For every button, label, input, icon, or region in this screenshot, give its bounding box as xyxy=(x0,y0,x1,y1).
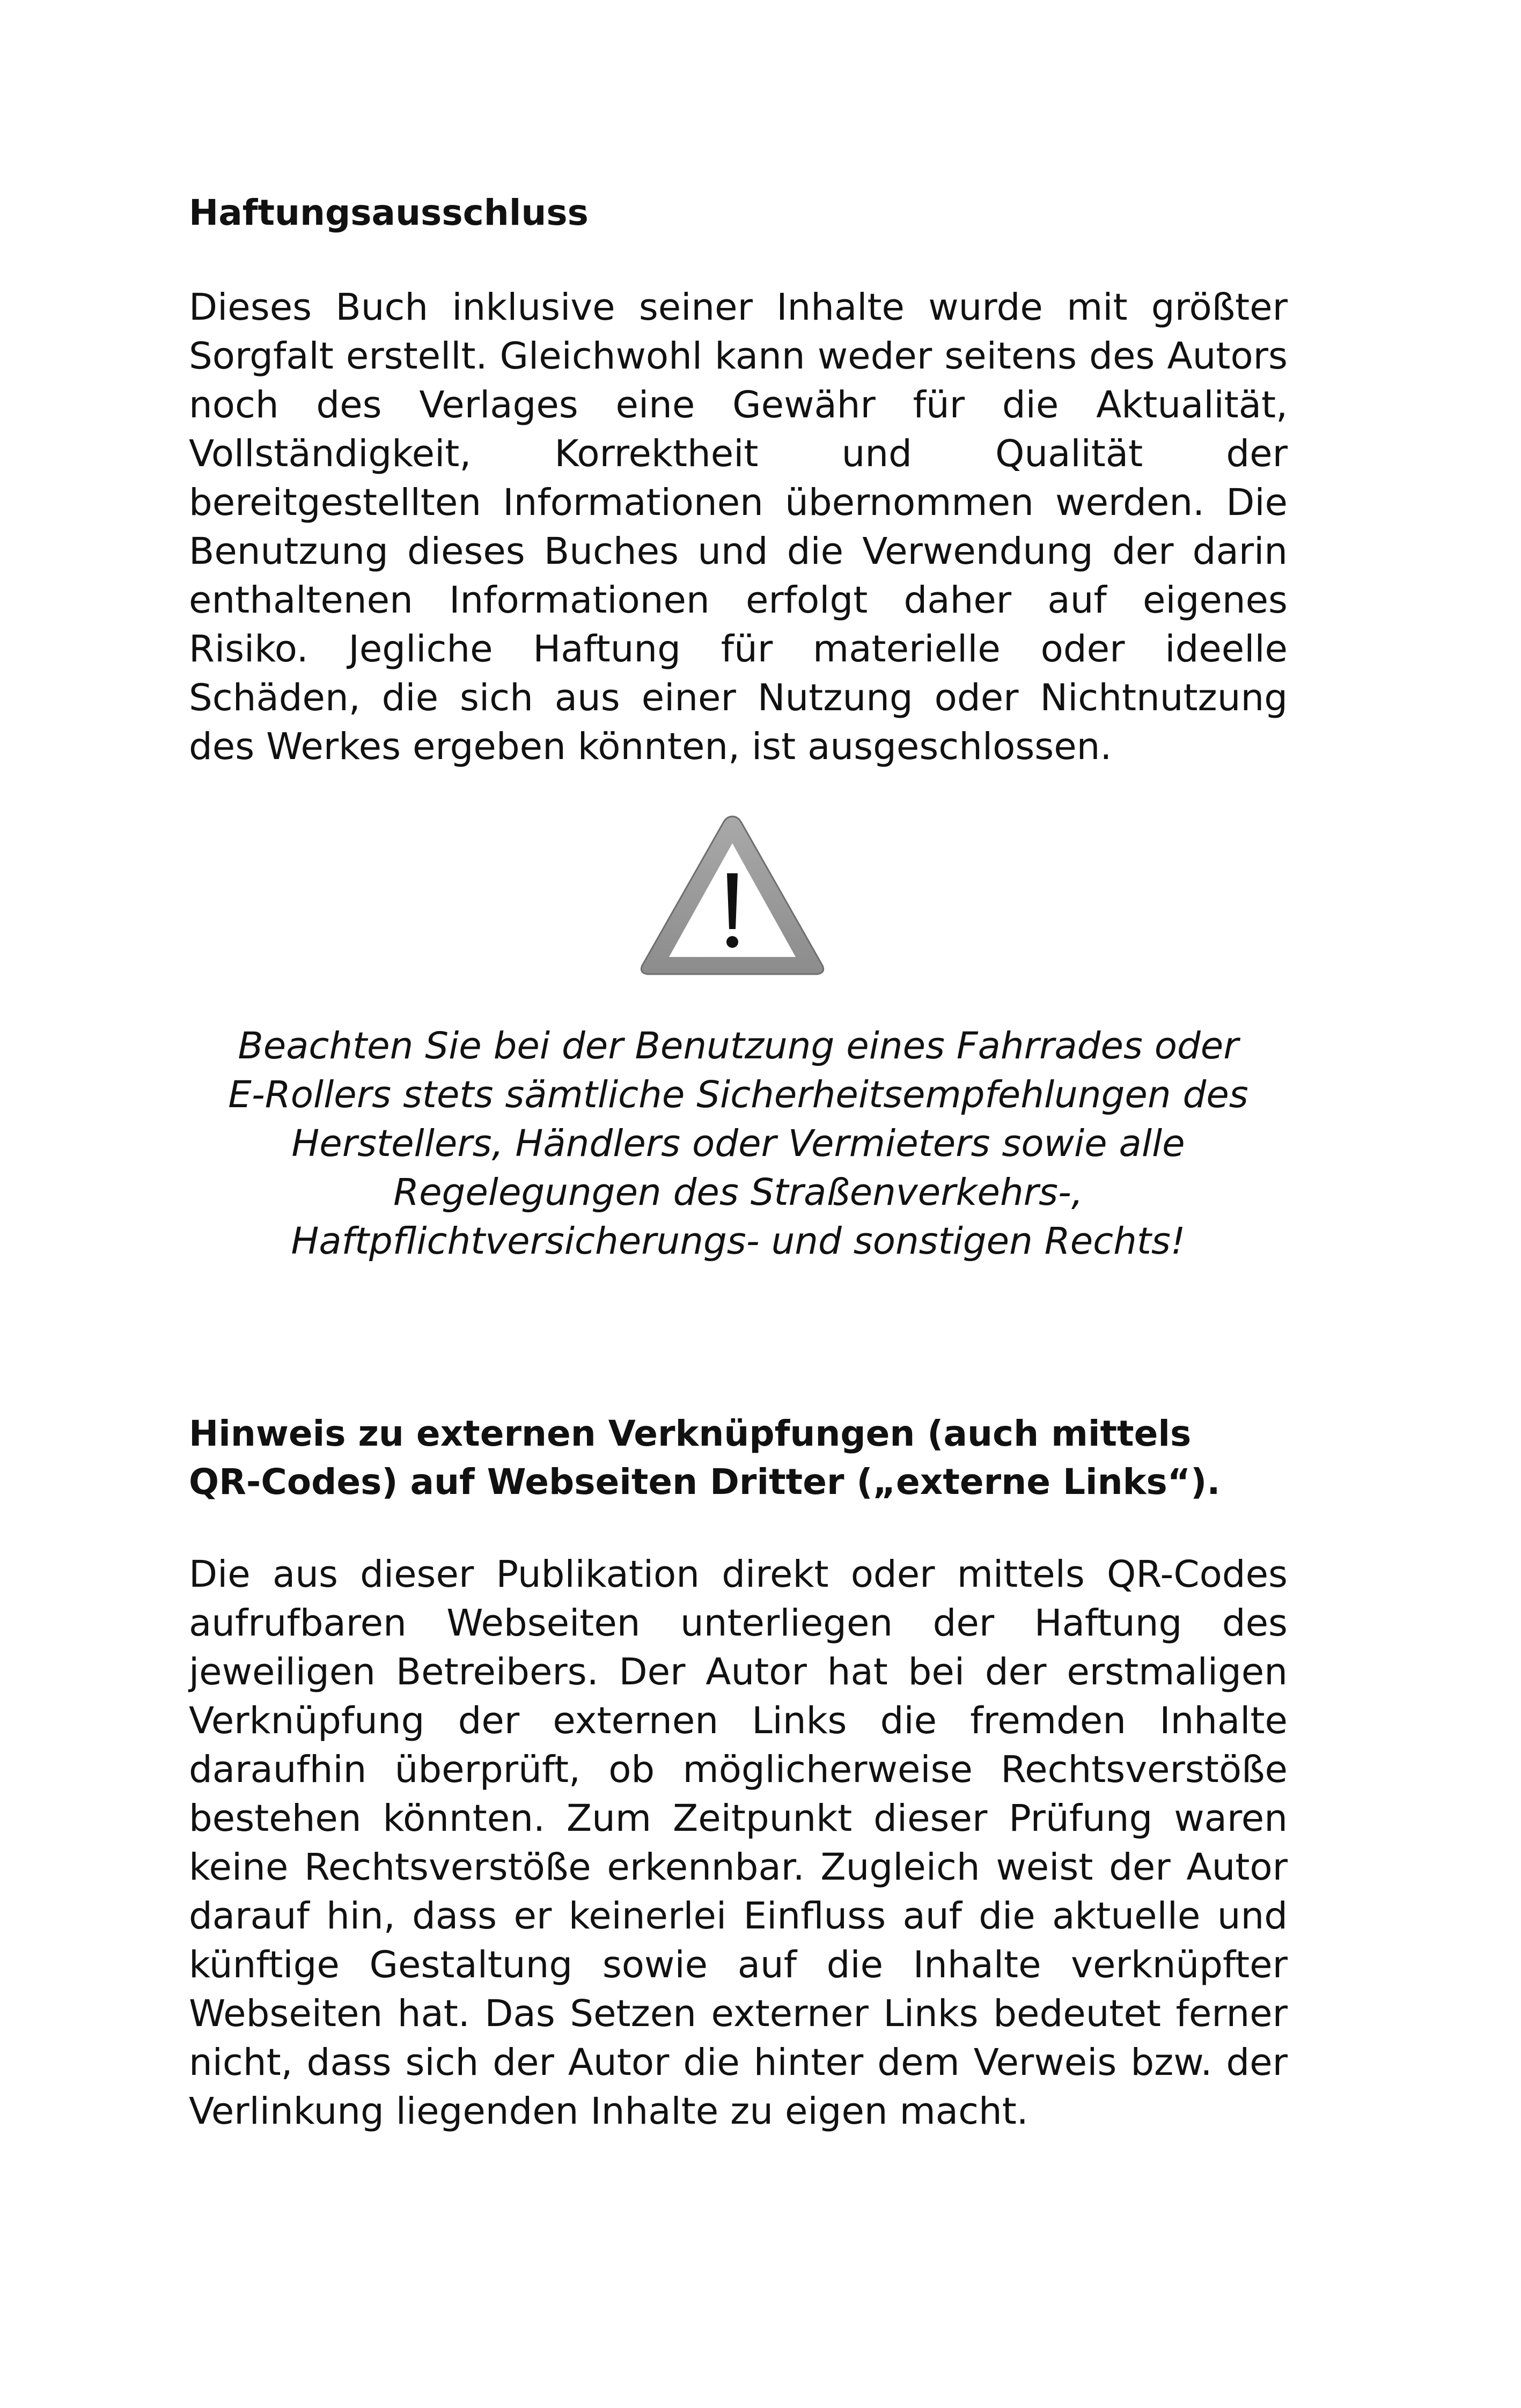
safety-notice-line: E-Rollers stets sämtliche Sicherheitsempfehlungen des xyxy=(228,1073,1248,1116)
safety-notice-line: Beachten Sie bei der Benutzung eines Fahrrades oder xyxy=(238,1025,1239,1067)
safety-notice xyxy=(189,1022,1288,1266)
warning-triangle-icon xyxy=(636,810,829,982)
external-links-paragraph: Die aus dieser Publikation direkt oder mittels QR-Codes aufrufbaren Webseiten unterliegen der Haftung des jeweiligen Betreibers. Der Autor hat bei der erstmaligen Verknüpfung der externen Links die fremden Inhalte daraufhin überprüft, ob möglicherweise Rechtsverstöße bestehen könnten. Zum Zeitpunkt dieser Prüfung waren keine Rechtsverstöße erkennbar. Zugleich weist der Autor darauf hin, dass er keinerlei Einfluss auf die aktuelle und künftige Gestaltung sowie auf die Inhalte verknüpfter Webseiten hat. Das Setzen externer Links bedeutet ferner nicht, dass sich der Autor die hinter dem Verweis bzw. der Verlinkung liegenden Inhalte zu eigen macht. xyxy=(189,1553,1288,2133)
section-title-line: QR-Codes) auf Webseiten Dritter („externe Links“). xyxy=(189,1461,1221,1503)
disclaimer-paragraph: Dieses Buch inklusive seiner Inhalte wurde mit größter Sorgfalt erstellt. Gleichwohl kann weder seitens des Autors noch des Verlages eine Gewähr für die Aktualität, Vollständigkeit, Korrektheit und Qualität der bereitgestellten Informationen übernommen werden. Die Benutzung dieses Buches und die Verwendung der darin enthaltenen Informationen erfolgt daher auf eigenes Risiko. Jegliche Haftung für materielle oder ideelle Schäden, die sich aus einer Nutzung oder Nichtnutzung des Werkes ergeben könnten, ist ausgeschlossen. xyxy=(189,286,1288,768)
section-title-external-links xyxy=(189,1410,1348,1506)
safety-notice-line: Herstellers, Händlers oder Vermieters sowie alle xyxy=(291,1122,1185,1165)
safety-notice-line: Regelegungen des Straßenverkehrs-, xyxy=(393,1171,1083,1214)
section-title-disclaimer: Haftungsausschluss xyxy=(189,192,589,233)
safety-notice-line: Haftpflichtversicherungs- und sonstigen Rechts! xyxy=(291,1220,1186,1263)
section-title-line: Hinweis zu externen Verknüpfungen (auch mittels xyxy=(189,1413,1192,1454)
